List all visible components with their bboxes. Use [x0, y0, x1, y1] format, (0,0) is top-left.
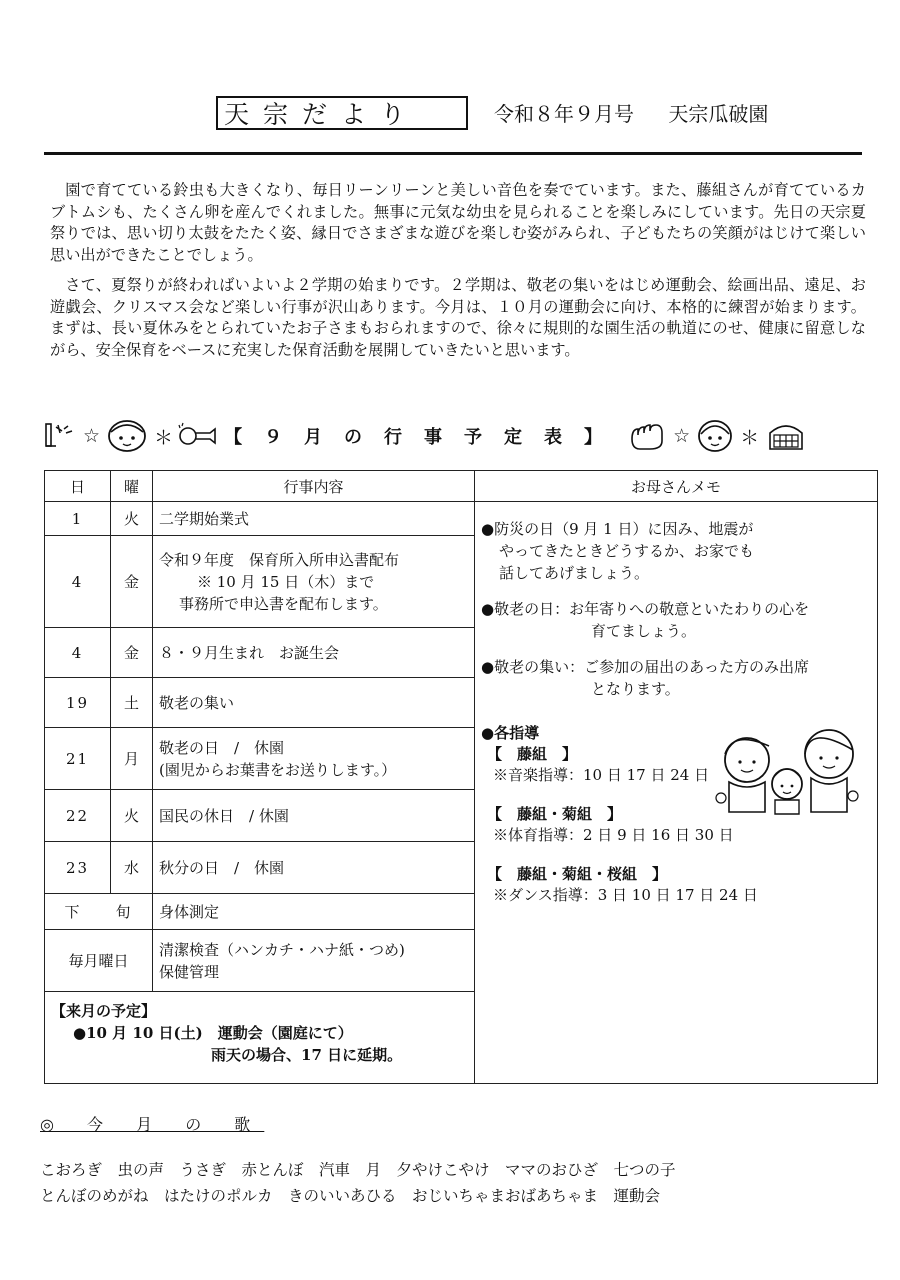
next-month-note: 雨天の場合、17 日に延期。 [211, 1046, 403, 1064]
trumpet-icon [178, 422, 218, 450]
row-day: 21 [45, 728, 111, 790]
row-event [153, 628, 475, 678]
row-dow: 火 [111, 502, 153, 536]
instruction-group: 【 藤組 】 [487, 745, 578, 763]
songs-line-1: こおろぎ 虫の声 うさぎ 赤とんぼ 汽車 月 夕やけこやけ ママのおひざ 七つの子 [40, 1161, 676, 1179]
event-line: 秋分の日 / 休園 [159, 859, 285, 877]
memo-instruction [481, 863, 871, 905]
instruction-schedule: ※音楽指導：10 日 17 日 24 日 [493, 766, 710, 784]
row-dow: 水 [111, 842, 153, 894]
memo-line: となります。 [591, 680, 680, 698]
row-day: 1 [45, 502, 111, 536]
instruction-schedule: ※体育指導：2 日 9 日 16 日 30 日 [493, 826, 734, 844]
header-event: 行事内容 [153, 471, 475, 502]
row-dow: 金 [111, 536, 153, 628]
row-dow: 金 [111, 628, 153, 678]
event-line: ８・９月生まれ お誕生会 [159, 644, 340, 662]
instruction-group: 【 藤組・菊組・桜組 】 [487, 865, 668, 883]
memo-line: やってきたときどうするか、お家でも [499, 542, 755, 560]
event-line: 事務所で申込書を配布します。 [179, 594, 388, 613]
row-day: 19 [45, 678, 111, 728]
issue-date: 令和８年９月号 [494, 102, 634, 126]
row-event [153, 502, 475, 536]
row-event [153, 842, 475, 894]
girl-face-icon [695, 418, 735, 454]
instruction-schedule: ※ダンス指導：3 日 10 日 17 日 24 日 [493, 886, 758, 904]
memo-cell [475, 502, 878, 1084]
memo-line: ●防災の日（9 月 1 日）に因み、地震が [481, 520, 754, 538]
memo-disaster [481, 518, 871, 584]
memo-respect-day [481, 598, 871, 642]
row-dow: 火 [111, 790, 153, 842]
event-line: 清潔検査（ハンカチ・ハナ紙・つめ) [159, 940, 405, 959]
row-dow: 土 [111, 678, 153, 728]
next-month-cell [45, 992, 475, 1084]
star-symbol: ☆ [673, 425, 691, 447]
songs-heading: ◎ 今 月 の 歌 [40, 1115, 265, 1134]
row-day: 4 [45, 628, 111, 678]
row-event [153, 678, 475, 728]
next-month-event: ●10 月 10 日(土) 運動会（園庭にて） [73, 1024, 353, 1042]
row-event [153, 728, 475, 790]
schedule-table [44, 470, 878, 1084]
newsletter-meta [494, 98, 768, 127]
chalkboard-icon [44, 421, 78, 451]
next-month-title: 【来月の予定】 [51, 1002, 157, 1020]
header-memo: お母さんメモ [475, 471, 878, 502]
intro-paragraph-2: さて、夏祭りが終わればいよいよ２学期の始まりです。２学期は、敬老の集いをはじめ運動会、絵画出品、遠足、お遊戯会、クリスマス会など楽しい行事が沢山あります。今月は、１０月の運動会に向け、本格的に練習が始まります。まずは、長い夏休みをとられていたお子さまもおられますので、徐々に規則的な園生活の軌道にのせ、健康に留意しながら、安全保育をベースに充実した保育活動を展開していきたいと思います。 [50, 276, 866, 359]
header-day: 日 [45, 471, 111, 502]
girl-face-icon [105, 418, 149, 454]
event-line: ※ 10 月 15 日（木）まで [197, 572, 375, 591]
row-event [153, 930, 475, 992]
asterisk-symbol: ＊ [154, 426, 174, 449]
memo-respect-gathering [481, 656, 871, 700]
memo-line: ●敬老の集い：ご参加の届出のあった方のみ出席 [481, 658, 809, 676]
instruction-group: 【 藤組・菊組 】 [487, 805, 623, 823]
row-day: 23 [45, 842, 111, 894]
songs-line-2: とんぼのめがね はたけのポルカ きのいいあひる おじいちゃまおばあちゃま 運動会 [40, 1187, 661, 1205]
row-day: 22 [45, 790, 111, 842]
schedule-banner [44, 416, 864, 456]
memo-instruction-title: ●各指導 [481, 724, 540, 742]
event-line: 保健管理 [159, 962, 220, 981]
memo-line: ●敬老の日：お年寄りへの敬意といたわりの心を [481, 600, 810, 618]
row-event [153, 790, 475, 842]
event-line: 令和９年度 保育所入所申込書配布 [159, 550, 400, 569]
event-line: 敬老の集い [159, 694, 235, 712]
star-symbol: ☆ [83, 425, 101, 447]
row-event [153, 894, 475, 930]
event-line: (園児からお葉書をお送りします。） [159, 760, 397, 779]
table-header-row [45, 471, 878, 502]
header-dow: 曜 [111, 471, 153, 502]
school-bag-icon [764, 419, 808, 453]
row-period: 下 旬 [45, 894, 153, 930]
memo-line: 話してあげましょう。 [499, 564, 650, 582]
newsletter-title: 天宗だより [216, 96, 468, 130]
family-illustration [711, 720, 863, 820]
schedule-banner-title: 【９月の行事予定表】 [224, 427, 625, 448]
row-day: 4 [45, 536, 111, 628]
glove-icon [628, 421, 668, 451]
event-line: 国民の休日 / 休園 [159, 807, 289, 825]
row-period: 毎月曜日 [45, 930, 153, 992]
intro-paragraph-1: 園で育てている鈴虫も大きくなり、毎日リーンリーンと美しい音色を奏でています。また、藤組さんが育てているカブトムシも、たくさん卵を産んでくれました。無事に元気な幼虫を見られることを楽しみにしています。先日の天宗夏祭りでは、思い切り太鼓をたたく姿、縁日でさまざまな遊びを楽しむ姿がみられ、子どもたちの笑顔がはじけて楽しい思い出ができたことでしょう。 [50, 181, 866, 264]
event-line: 二学期始業式 [159, 510, 250, 528]
asterisk-symbol: ＊ [740, 426, 760, 449]
table-row [45, 502, 878, 536]
memo-line: 育てましょう。 [591, 622, 697, 640]
header-rule [44, 152, 862, 155]
row-dow: 月 [111, 728, 153, 790]
event-line: 身体測定 [159, 903, 220, 921]
school-name: 天宗瓜破園 [668, 102, 769, 126]
row-event [153, 536, 475, 628]
event-line: 敬老の日 / 休園 [159, 738, 285, 757]
